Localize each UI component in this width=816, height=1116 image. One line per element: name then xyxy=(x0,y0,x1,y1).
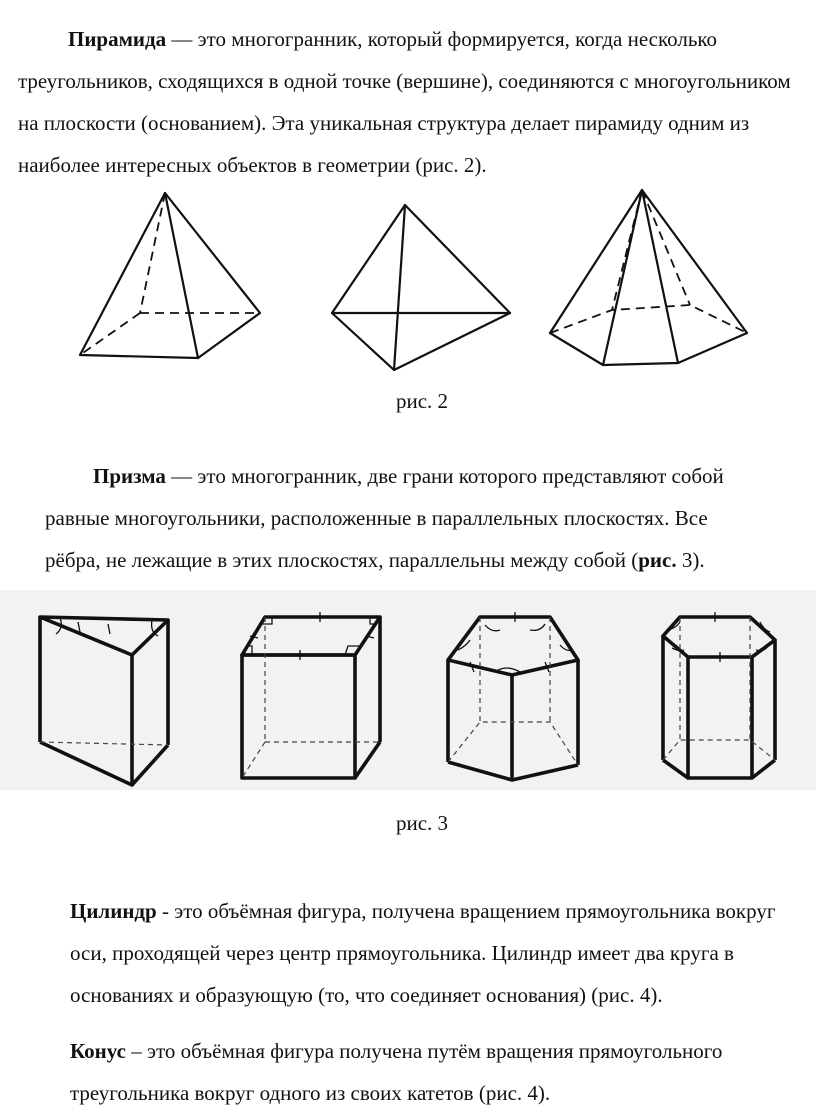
pyramid-paragraph xyxy=(18,18,798,186)
prism-paragraph xyxy=(45,455,805,581)
figure-3-caption: рис. 3 xyxy=(396,811,449,835)
cylinder-definition: - это объёмная фигура, получена вращением прямоугольника вокруг оси, проходящей через центр прямоугольника. Цилиндр имеет два круга в основаниях и образующую (то, что соединяет основания) (рис. 4). xyxy=(70,899,776,1007)
pentagonal-prism xyxy=(448,612,578,780)
cylinder-term: Цилиндр xyxy=(70,899,157,923)
prism-line-3-post: 3). xyxy=(676,548,705,572)
cylinder-paragraph xyxy=(70,890,800,1016)
cone-paragraph xyxy=(70,1030,800,1114)
prism-line-2: равные многоугольники, расположенные в параллельных плоскостях. Все xyxy=(45,506,708,530)
figure-3-prisms xyxy=(0,590,816,790)
prism-fig-ref: рис. xyxy=(638,548,677,572)
figure-2-caption: рис. 2 xyxy=(396,389,449,413)
prism-term: Призма xyxy=(93,464,166,488)
prism-line-3-pre: рёбра, не лежащие в этих плоскостях, параллельны между собой ( xyxy=(45,548,639,572)
figure-2-pyramids xyxy=(0,185,816,375)
hexagonal-prism xyxy=(663,612,775,778)
pyramid-definition: — это многогранник, который формируется, когда несколько треугольников, сходящихся в одной точке (вершине), соединяются с многоугольником на плоскости (основанием). Эта уникальная структура делает пирамиду одним из наиболее интересных объектов в геометрии (рис. 2). xyxy=(18,27,791,177)
quadrilateral-prism xyxy=(242,612,380,778)
quadrilateral-pyramid xyxy=(80,193,260,358)
cone-term: Конус xyxy=(70,1039,126,1063)
triangular-pyramid xyxy=(332,205,510,370)
triangular-prism xyxy=(40,617,168,785)
pyramid-term: Пирамида xyxy=(68,27,167,51)
hexagonal-pyramid xyxy=(550,190,747,365)
prism-line-1: — это многогранник, две грани которого представляют собой xyxy=(165,464,724,488)
cone-definition: – это объёмная фигура получена путём вращения прямоугольного треугольника вокруг одного из своих катетов (рис. 4). xyxy=(70,1039,723,1105)
